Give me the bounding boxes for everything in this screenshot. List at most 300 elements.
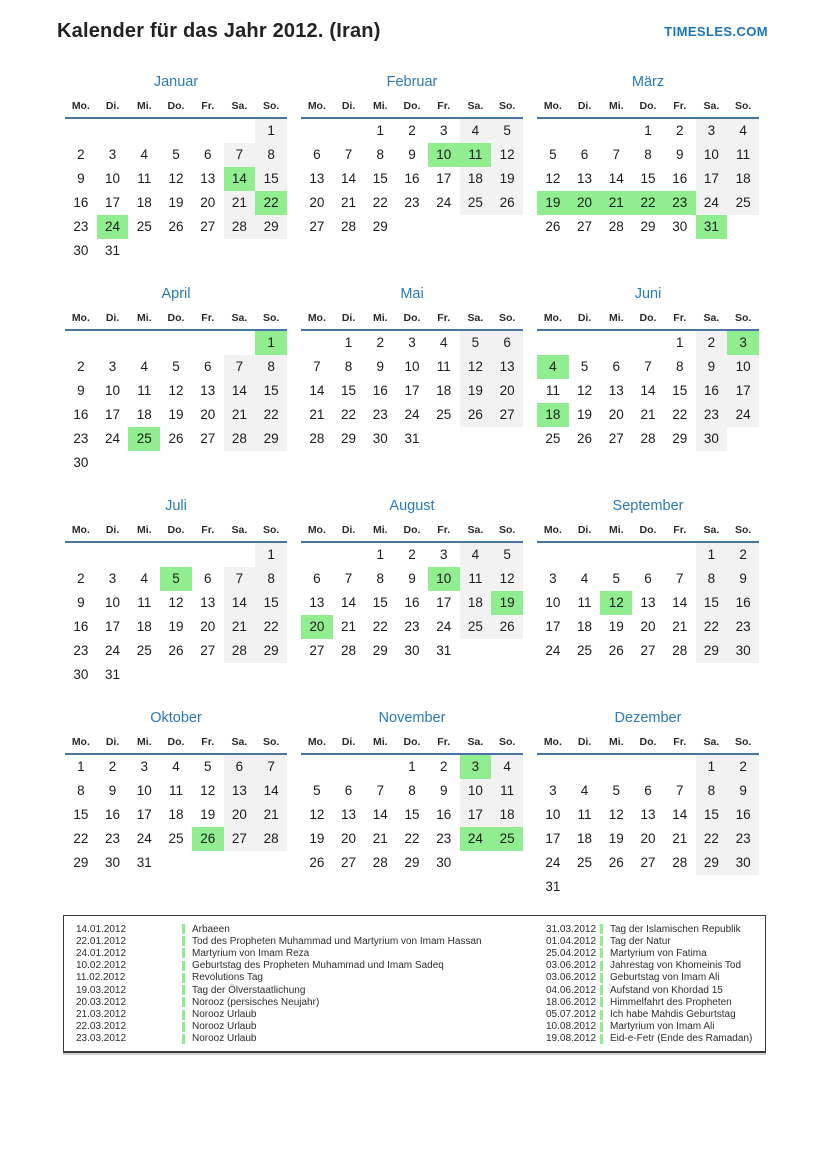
day-cell: 1 [376,123,385,138]
empty-cell [569,755,601,779]
legend-item [76,996,546,1008]
month-grid [537,734,759,899]
day-cell: 27 [200,431,216,446]
legend-label: Aufstand von Khordad 15 [610,984,723,996]
month-title: Oktober [150,710,202,726]
day-cell: 18 [491,803,523,827]
day-cell: 4 [580,783,589,798]
day-cell: 18 [460,167,492,191]
weekday-label: Di. [97,310,129,331]
legend-date: 25.04.2012 [546,947,597,959]
day-cell: 10 [136,783,152,798]
day-cell: 20 [640,831,656,846]
day-cell: 28 [224,639,256,663]
weekday-label: Do. [632,310,664,331]
day-cell: 11 [436,359,451,374]
holiday-marker-bar [600,948,603,958]
day-cell: 21 [224,403,256,427]
day-cell: 1 [675,335,684,350]
day-cell: 24 [460,827,492,851]
day-cell: 13 [577,171,593,186]
weekday-label: Mi. [364,734,396,755]
day-cell: 2 [77,147,85,162]
months-grid [65,70,759,918]
day-cell: 15 [255,379,287,403]
empty-cell [255,663,287,687]
day-cell: 30 [73,667,89,682]
legend-label: Ich habe Mahdis Geburtstag [610,1009,736,1021]
day-cell: 27 [309,219,325,234]
empty-cell [97,451,129,475]
day-cell: 12 [168,383,184,398]
empty-cell [65,543,97,567]
day-cell: 28 [672,855,688,870]
weekday-label: So. [491,310,523,331]
day-cell: 30 [404,643,420,658]
empty-cell [428,215,460,239]
day-cell: 23 [372,407,388,422]
day-cell: 18 [168,807,184,822]
day-cell: 22 [73,831,89,846]
day-cell: 7 [224,143,256,167]
day-cell: 23 [436,831,452,846]
empty-cell [491,215,523,239]
day-cell: 26 [460,403,492,427]
empty-cell [97,331,129,355]
day-cell: 29 [404,855,420,870]
day-cell: 9 [408,147,416,162]
empty-cell [192,851,224,875]
day-cell: 16 [105,807,121,822]
empty-cell [364,755,396,779]
weekday-label: Do. [632,522,664,543]
day-cell: 11 [491,779,523,803]
day-cell: 9 [675,147,684,162]
day-cell: 7 [344,147,353,162]
weekday-label: Do. [396,98,428,119]
empty-cell [255,851,287,875]
day-cell: 20 [200,195,216,210]
weekday-label: Mi. [600,310,632,331]
empty-cell [333,755,365,779]
holiday-marker-bar [600,936,603,946]
day-cell: 7 [612,147,621,162]
day-cell: 29 [372,643,388,658]
legend-label: Tag der Islamischen Republik [610,923,741,935]
day-cell: 23 [73,219,89,234]
day-cell: 10 [727,355,759,379]
day-cell: 19 [168,407,184,422]
day-cell: 10 [545,807,561,822]
day-cell: 3 [140,759,149,774]
day-cell: 19 [309,831,325,846]
weekday-label: Fr. [192,310,224,331]
day-cell: 23 [727,615,759,639]
day-cell: 29 [255,215,287,239]
legend-item [546,947,757,959]
day-cell: 5 [549,147,557,162]
day-cell: 9 [376,359,385,374]
day-cell: 29 [640,219,656,234]
legend-item [76,1033,546,1045]
day-cell: 10 [105,595,121,610]
day-cell: 7 [675,571,684,586]
day-cell: 1 [696,755,728,779]
day-cell: 17 [404,383,420,398]
day-cell: 20 [200,407,216,422]
holiday-marker-bar [600,973,603,983]
month-november [301,706,523,918]
day-cell: 20 [200,619,216,634]
day-cell: 10 [428,143,460,167]
day-cell: 12 [168,595,184,610]
legend-date: 20.03.2012 [76,996,127,1008]
day-cell: 22 [696,827,728,851]
day-cell: 5 [172,359,180,374]
month-title: März [631,74,665,90]
empty-cell [600,331,632,355]
day-cell: 4 [537,355,569,379]
day-cell: 18 [436,383,452,398]
day-cell: 1 [77,759,85,774]
day-cell: 9 [439,783,448,798]
weekday-label: Mo. [301,98,333,119]
legend-date: 22.01.2012 [76,935,127,947]
legend-item [546,923,757,935]
day-cell: 19 [168,195,184,210]
day-cell: 10 [696,143,728,167]
empty-cell [491,639,523,663]
weekday-label: Fr. [664,310,696,331]
day-cell: 18 [460,591,492,615]
day-cell: 28 [224,427,256,451]
day-cell: 15 [255,167,287,191]
legend-date: 10.02.2012 [76,960,127,972]
empty-cell [727,215,759,239]
empty-cell [255,239,287,263]
empty-cell [727,427,759,451]
day-cell: 6 [644,783,652,798]
day-cell: 10 [460,779,492,803]
day-cell: 1 [408,759,416,774]
day-cell: 28 [672,643,688,658]
day-cell: 8 [77,783,85,798]
day-cell: 29 [255,639,287,663]
day-cell: 4 [491,755,523,779]
day-cell: 16 [73,619,89,634]
day-cell: 20 [341,831,357,846]
holiday-marker-bar [182,1034,185,1044]
day-cell: 1 [376,547,385,562]
day-cell: 15 [696,803,728,827]
day-cell: 11 [460,143,492,167]
day-cell: 28 [608,219,624,234]
day-cell: 27 [309,643,325,658]
day-cell: 31 [136,855,152,870]
empty-cell [632,755,664,779]
weekday-label: Do. [160,734,192,755]
day-cell: 22 [372,195,388,210]
day-cell: 3 [108,147,117,162]
weekday-label: Fr. [428,522,460,543]
empty-cell [301,331,333,355]
month-grid [301,98,523,239]
day-cell: 28 [224,215,256,239]
day-cell: 27 [608,431,624,446]
legend-label: Arbaeen [192,923,230,935]
weekday-label: Di. [569,734,601,755]
day-cell: 9 [727,779,759,803]
legend-item [76,923,546,935]
weekday-label: So. [727,98,759,119]
legend-date: 03.06.2012 [546,972,597,984]
weekday-label: Di. [333,310,365,331]
day-cell: 13 [309,171,325,186]
day-cell: 30 [436,855,452,870]
empty-cell [301,119,333,143]
day-cell: 27 [224,827,256,851]
day-cell: 1 [644,123,652,138]
day-cell: 16 [436,807,452,822]
day-cell: 26 [545,219,561,234]
legend-date: 19.08.2012 [546,1033,597,1045]
weekday-label: Do. [160,98,192,119]
day-cell: 7 [224,355,256,379]
legend-date: 18.06.2012 [546,996,597,1008]
day-cell: 26 [491,615,523,639]
day-cell: 5 [612,783,621,798]
day-cell: 25 [727,191,759,215]
weekday-label: So. [727,734,759,755]
day-cell: 10 [545,595,561,610]
legend-label: Revolutions Tag [192,972,263,984]
day-cell: 25 [577,643,593,658]
holiday-marker-bar [600,1010,603,1020]
day-cell: 22 [696,615,728,639]
day-cell: 18 [577,619,593,634]
empty-cell [160,663,192,687]
day-cell: 29 [672,431,688,446]
day-cell: 7 [376,783,385,798]
day-cell: 20 [491,379,523,403]
empty-cell [569,119,601,143]
weekday-label: Di. [569,98,601,119]
day-cell: 9 [108,783,117,798]
empty-cell [537,119,569,143]
legend-label: Tag der Ölverstaatlichung [192,984,306,996]
weekday-label: Mo. [301,310,333,331]
empty-cell [192,119,224,143]
day-cell: 25 [136,219,152,234]
day-cell: 6 [313,571,321,586]
day-cell: 12 [577,383,593,398]
day-cell: 30 [73,455,89,470]
legend-label: Jahrestag von Khomeinis Tod [610,960,742,972]
day-cell: 23 [73,643,89,658]
empty-cell [224,543,256,567]
holiday-marker-bar [182,985,185,995]
day-cell: 14 [372,807,388,822]
empty-cell [491,427,523,451]
day-cell: 18 [136,619,152,634]
holiday-legend [63,915,766,1053]
weekday-label: Di. [333,734,365,755]
month-august [301,494,523,706]
weekday-label: Fr. [192,98,224,119]
day-cell: 2 [77,571,85,586]
day-cell: 17 [545,619,561,634]
day-cell: 5 [460,331,492,355]
legend-date: 01.04.2012 [546,935,597,947]
weekday-label: Do. [396,734,428,755]
day-cell: 30 [672,219,688,234]
legend-item [546,996,757,1008]
day-cell: 19 [168,619,184,634]
day-cell: 13 [640,807,656,822]
weekday-label: Do. [632,734,664,755]
day-cell: 11 [460,567,492,591]
day-cell: 3 [439,123,448,138]
legend-item [76,960,546,972]
holiday-marker-bar [182,948,185,958]
day-cell: 20 [309,195,325,210]
weekday-label: Mi. [128,734,160,755]
day-cell: 16 [404,595,420,610]
empty-cell [65,119,97,143]
month-juni [537,282,759,494]
day-cell: 12 [168,171,184,186]
weekday-label: Mo. [301,522,333,543]
day-cell: 19 [491,591,523,615]
empty-cell [128,451,160,475]
weekday-label: Di. [97,734,129,755]
weekday-label: So. [491,522,523,543]
day-cell: 7 [313,359,321,374]
day-cell: 21 [341,195,357,210]
weekday-label: Mo. [65,734,97,755]
day-cell: 5 [172,147,180,162]
holiday-marker-bar [600,985,603,995]
legend-label: Tod des Propheten Muhammad und Martyrium von Imam Hassan [192,935,482,947]
day-cell: 14 [640,383,656,398]
legend-item [76,1009,546,1021]
day-cell: 2 [108,759,117,774]
day-cell: 24 [727,403,759,427]
day-cell: 28 [255,827,287,851]
day-cell: 23 [727,827,759,851]
day-cell: 12 [491,143,523,167]
weekday-label: Fr. [192,734,224,755]
legend-date: 03.06.2012 [546,960,597,972]
empty-cell [160,239,192,263]
legend-date: 11.02.2012 [76,972,126,984]
weekday-label: Di. [97,98,129,119]
day-cell: 19 [608,831,624,846]
day-cell: 16 [73,195,89,210]
day-cell: 4 [140,359,149,374]
day-cell: 27 [200,643,216,658]
weekday-label: Fr. [192,522,224,543]
legend-label: Norooz (persisches Neujahr) [192,996,320,1008]
day-cell: 13 [200,171,216,186]
month-märz [537,70,759,282]
empty-cell [128,543,160,567]
day-cell: 27 [640,855,656,870]
day-cell: 13 [200,595,216,610]
legend-item [76,1021,546,1033]
day-cell: 31 [696,215,728,239]
day-cell: 20 [569,191,601,215]
day-cell: 30 [372,431,388,446]
day-cell: 17 [727,379,759,403]
holiday-marker-bar [600,997,603,1007]
holiday-marker-bar [600,924,603,934]
month-juli [65,494,287,706]
weekday-label: Mi. [128,98,160,119]
weekday-label: So. [727,522,759,543]
weekday-label: So. [727,310,759,331]
day-cell: 8 [376,147,385,162]
holiday-marker-bar [600,1022,603,1032]
month-grid [65,98,287,263]
weekday-label: Di. [569,310,601,331]
month-title: Juni [634,286,662,302]
day-cell: 13 [608,383,624,398]
weekday-label: So. [255,98,287,119]
legend-label: Eid-e-Fetr (Ende des Ramadan) [610,1033,753,1045]
day-cell: 6 [644,571,652,586]
month-title: August [389,498,435,514]
day-cell: 8 [696,567,728,591]
day-cell: 4 [439,335,448,350]
day-cell: 5 [580,359,589,374]
day-cell: 11 [577,807,592,822]
day-cell: 25 [460,191,492,215]
holiday-marker-bar [182,924,185,934]
day-cell: 9 [77,383,85,398]
day-cell: 14 [341,171,357,186]
day-cell: 21 [600,191,632,215]
timesles-link[interactable]: TIMESLES.COM [664,24,768,39]
weekday-label: So. [255,522,287,543]
legend-item [546,972,757,984]
empty-cell [224,331,256,355]
empty-cell [65,331,97,355]
day-cell: 30 [696,427,728,451]
legend-label: Martyrium von Imam Ali [610,1021,715,1033]
weekday-label: Di. [333,98,365,119]
legend-date: 22.03.2012 [76,1021,127,1033]
weekday-label: Sa. [696,734,728,755]
day-cell: 13 [200,383,216,398]
day-cell: 14 [608,171,624,186]
day-cell: 12 [460,355,492,379]
weekday-label: Mi. [128,310,160,331]
legend-item [546,935,757,947]
day-cell: 9 [408,571,416,586]
day-cell: 24 [545,643,561,658]
legend-item [76,935,546,947]
empty-cell [224,119,256,143]
day-cell: 20 [301,615,333,639]
day-cell: 2 [727,755,759,779]
day-cell: 9 [727,567,759,591]
day-cell: 6 [580,147,589,162]
day-cell: 1 [255,119,287,143]
month-grid [537,310,759,451]
month-title: Dezember [614,710,682,726]
day-cell: 27 [341,855,357,870]
